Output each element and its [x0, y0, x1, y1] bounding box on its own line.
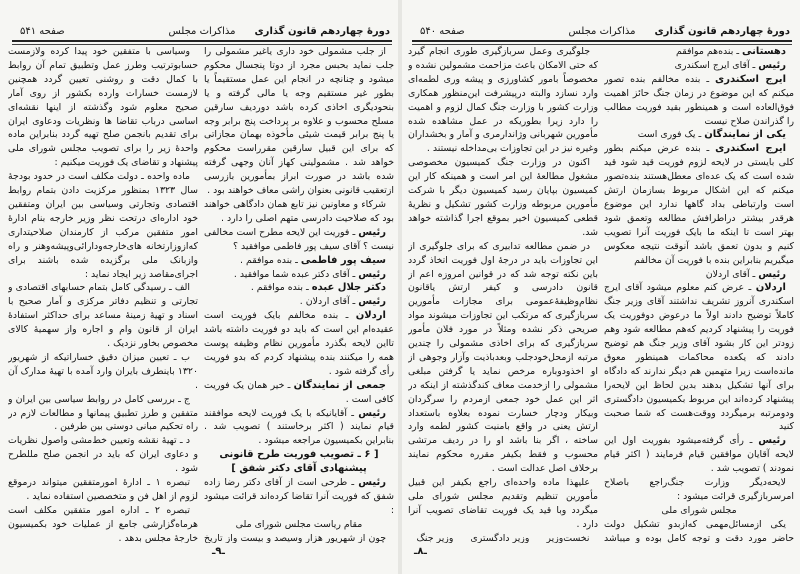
paragraph-text: ـ فوریت این لایحه مطرح است مخالفی نیست ؟ آقای سیف پور فاطمی موافقید ؟	[204, 226, 394, 252]
paragraph-text: جلوگیری وعمل سربازگیری طوری انجام گیرد که حتی الامکان باعث مزاحمت مشمولین نشده و مخصوصاً بامور کشاورزی و پیشه وری لطمه‌ای وارد نسازد والبته درپیشرفت این‌منظور همکاری وزارت کشور با وزارت جنگ کمال لزوم و اهمیت را دارد زیرا بطوریکه در عمل مشاهده شده مأمورین شهربانی وژاندارمری و آمار و بخشداران وغیره نیز در این تجاوزات بی‌مداخله نیستند .	[408, 46, 598, 155]
speaker-name: جمعی از نمایندگان	[293, 379, 386, 391]
paragraph-text: اکنون در وزارت جنگ کمیسیون مخصوصی مشغول مطالعهٔ این امر است و همینکه کار این کمیسیون بپایان رسید کمیسیون دیگر با شرکت مأمورین مربوطه وزارت کشور تشکیل و نظریهٔ قطعی کمیسیون اخیر بموقع اجرا گذاشته خواهد شد.	[408, 157, 598, 238]
addressee-line: مجلس شورای ملی	[661, 504, 737, 516]
column-left	[408, 45, 598, 543]
paragraph-text: ـ بنده‌هم موافقم	[675, 46, 743, 57]
paragraph-text: ـ بنده مخالفم بایک فوریت است عقیده‌ام این است که باید دو فوریت داشته باشد تااین لایحه بگذرد مأمورین نظام وظیفه پوست همه را میکنند بنده پیشنهاد کردم که بدو فوریت رأی گرفته شود .	[204, 310, 394, 377]
paragraph-text: ماده واحده ـ دولت مکلف است در حدود بودجهٔ سال ۱۳۲۳ بمنظور مرکزیت دادن بتمام روابط اقتصادی وتجارتی وسیاسی بین ایران ومتفقین خود اداره‌ای درتحت نظر وزیر خارجه بنام ادارهٔ امور متفقین مرکب از کارمندان صلاحیتداری که‌ازوزارتخانه های‌خارجه‌ودارائی‌وپیشه‌وهنر و راه وازبانک ملی برگزیده شده باشند برای اجرای‌مقاصد زیر ایجاد نماید :	[8, 171, 198, 280]
speaker-name: دهستانی	[742, 46, 786, 57]
speaker-name: رئیس	[358, 477, 386, 489]
signatory: نخست‌وزیر	[546, 532, 590, 543]
paragraph-text: د ـ تهیهٔ نقشه وتعیین خط‌مشی واصول نظریات و دعاوی ایران که باید در انجمن صلح مللطرح شود .	[8, 435, 198, 475]
paragraph-text: ـ بنده عرض میکنم بطور کلی بایستی در لایحه لزوم فوریت قید شود قید شده است که یک عده‌ای معطل‌هستند بنده‌تصور میکنم که این اشکال مربوط بسازمان ارتش است وارتباطی بداد گاهها ندارد این موضوع هرقدر بیشتر دراطرافش مطالعه وتعمق شود بهتر است تا اینکه ما بایک فوریت آنرا تصویب کنیم و بدون تعمق باشد آنوقت نتیجه معکوس میگیریم بنابراین بنده با فوریت آن مخالفم	[604, 143, 794, 266]
paragraph	[408, 240, 598, 476]
paragraph	[604, 518, 794, 543]
speaker-name: رئیس	[358, 268, 386, 280]
speaker-name: یکی از نمایندگان	[704, 129, 786, 141]
paragraph-text: ـ آقای ایرج اسکندری	[674, 59, 759, 71]
speaker-name: اردلان	[755, 282, 786, 294]
speaker-name: رئیس	[358, 296, 386, 308]
paragraph-text: یکی ازمسائل‌مهمی که‌ازبدو تشکیل دولت حاضر مورد دقت و توجه کامل بوده و میباشد	[604, 518, 794, 543]
paragraph	[204, 268, 394, 282]
paragraph-text: لایحه‌دیگر وزارت جنگ‌راجع باصلاح امرسربازگیری قرائت میشود :	[604, 477, 794, 502]
paragraph-text: ـ بنده موافقم .	[250, 282, 312, 294]
speaker-name: ایرج اسکندری	[715, 73, 786, 85]
paragraph	[604, 128, 794, 142]
paragraph	[408, 45, 598, 156]
paragraph	[204, 281, 394, 295]
paragraph-text: ـ آقای اردلان .	[299, 296, 359, 308]
paragraph	[8, 281, 198, 351]
page-number: صفحه ۵۴۱	[20, 26, 65, 37]
paragraph	[204, 379, 394, 407]
paragraph	[8, 504, 198, 543]
paragraph	[204, 226, 394, 254]
signatories	[408, 532, 598, 543]
paragraph	[204, 309, 394, 379]
paragraph	[204, 45, 394, 198]
paragraph-text: شرکاء و معاونین نیز تابع همان دادگاهی خواهند بود که صلاحیت دادرسی متهم اصلی را دارد .	[204, 198, 394, 224]
paragraph-text: الف ـ رسیدگی کامل بتمام حسابهای اقتصادی و تجارتی و تنظیم دفاتر مرکزی و آمار صحیح با اسناد و تهیهٔ زمینهٔ مساعد برای حداکثر استفادهٔ ایران از قانون وام و اجاره واز سهمیهٔ کالای مخصوص بخاور نزدیک .	[8, 282, 198, 350]
paragraph	[204, 254, 394, 268]
paragraph	[604, 45, 794, 59]
publication-title: مذاکرات مجلس	[568, 26, 636, 37]
speaker-name: رئیس	[758, 435, 786, 447]
paragraph-text: ـ آقای دکتر عبده شما موافقید .	[233, 268, 359, 280]
paragraph	[604, 476, 794, 504]
paragraph	[604, 142, 794, 267]
paragraph	[604, 73, 794, 129]
speaker-name: رئیس	[358, 407, 386, 419]
paragraph	[604, 59, 794, 73]
publication-title: مذاکرات مجلس	[168, 26, 236, 37]
page-footer-number: ـ۹ـ	[212, 546, 225, 557]
speaker-name: سیف پور فاطمی	[300, 254, 386, 266]
signatory: وزیر دادگستری	[470, 532, 530, 543]
paragraph-text: ـ بنده موافقم .	[240, 254, 301, 266]
paragraph-text: ـ آقای اردلان	[705, 268, 759, 280]
paragraph-text: در ضمن مطالعه تدابیری که برای جلوگیری از این تجاوزات باید در درجهٔ اول فوریت اتخاذ گردد باین نکته توجه شد که در قوانین امروزه اعم از قانون دادرسی و کیفر ارتش یاقانون نظام‌وظیفهٔ‌عمومی برای مجازات مأمورین سربازگیری که مرتکب این تجاوزات میشوند مواد صریحی ذکر نشده ومثلاً در مورد فلان مأمور سربازگیری که برای اخاذی مشمولی را چندین مرتبه ازمحل‌خودجلب وبعدباذیت وآزار وجوهی از او اخذودوباره مرخص نماید یا گرفتن مبلغی مشمولی را ازخدمت معاف کندگذشته از اینکه در اثر این عمل خود جمعی ازمردم را سرگردان وبیکار ودچار خسارت نموده بعلاوه باستعداد ارتش یعنی در واقع بامنیت کشور لطمه وارد ساخته ، اگر بنا باشد او را در ردیف مرتشی محسوب و فقط بکیفر مقرره محکوم نمایند برخلاف اصل عدالت است .	[408, 240, 598, 475]
paragraph-text: ـ بنده مخالفم بنده تصور میکنم که این موضوع در زمان جنگ حائز اهمیت فوق‌العاده است و همینطور بقید فوریت مطالب را گذراندن صلاح نیست	[604, 73, 794, 127]
paragraph	[204, 407, 394, 449]
paragraph	[204, 532, 394, 543]
page-header	[14, 26, 390, 40]
paragraph-text: ـ یک فوری است	[637, 129, 705, 141]
column-right	[204, 45, 394, 543]
addressee-line: مقام ریاست مجلس شورای ملی	[235, 518, 363, 530]
paragraph	[204, 476, 394, 518]
section-heading: [ ۶ ـ تصویب فوریت طرح قانونی	[219, 449, 379, 461]
speaker-name: اردلان	[355, 310, 386, 322]
paragraph-text: ـ خیر همان یک فوریت کافی است .	[204, 379, 394, 405]
speaker-name: رئیس	[758, 268, 786, 280]
speaker-name: دکتر جلال عبده	[311, 282, 386, 294]
paragraph	[8, 393, 198, 435]
column-right	[604, 45, 794, 543]
paragraph	[604, 268, 794, 282]
paragraph	[8, 476, 198, 504]
session-title: دورهٔ چهاردهم قانون گذاری	[654, 26, 790, 37]
page-header	[414, 26, 790, 40]
paragraph	[8, 170, 198, 281]
section-heading: پیشنهادی آقای دکتر شفق ]	[231, 463, 367, 475]
speaker-name: رئیس	[358, 226, 386, 238]
session-title: دورهٔ چهاردهم قانون گذاری	[254, 26, 390, 37]
paragraph-text: علیهذا ماده واحده‌ای راجع بکیفر این قبیل مأمورین تنظیم وتقدیم مجلس شورای ملی میگردد وبا قید یک فوریت تقاضای تصویب آنرا دارد .	[408, 477, 598, 530]
paragraph	[8, 45, 198, 170]
page-540	[400, 0, 800, 574]
paragraph-text: ج ـ بررسی کامل در روابط سیاسی بین ایران و متفقین و طرز تطبیق پیمانها و مطالعات لازم در راه تحکیم مبانی دوستی بین طرفین .	[8, 393, 198, 433]
page-footer-number: ـ۸ـ	[414, 546, 427, 557]
page-number: صفحه ۵۴۰	[420, 26, 465, 37]
paragraph-text: وسیاسی با متفقین خود پیدا کرده ولازمست حسابوترتیب وطرز عمل وتطبیق تمام آن روابط با کمال دقت و روشنی تعیین گردد همچنین لازمست خسارات وارده بکشور از روی آمار صحیح معلوم شود وگذشته از اینها نقشه‌ای اساسی درباب تقاضا ها ونظریات ودعاوی ایران برای تقدیم بانجمن صلح تهیه گردد بنابراین ماده واحدهٔ زیر را برای تصویب مجلس شورای ملی پیشنهاد و تقاضای یک فوریت میکنیم :	[8, 46, 198, 169]
signatory: وزیر جنگ	[416, 532, 454, 543]
speaker-name: رئیس	[758, 59, 786, 71]
paragraph	[8, 351, 198, 393]
paragraph-text: ب ـ تعیین میزان دقیق خساراتیکه از شهریور ۱۳۲۰ باینطرف بایران وارد آمده با تهیهٔ مدارک آن .	[8, 351, 198, 391]
column-left	[8, 45, 198, 543]
paragraph-text: ـ طرحی است از آقای دکتر رضا زاده شفق که فوریت آنرا تقاضا کرده‌اند قرائت میشود :	[204, 477, 394, 516]
paragraph	[408, 156, 598, 239]
paragraph	[604, 434, 794, 476]
paragraph-text: تبصره ۱ ـ ادارهٔ امورمتفقین میتواند درموقع لزوم از اهل فن و متخصصین استفاده نماید .	[8, 477, 198, 502]
paragraph-text: ـ عرض کنم معلوم میشود آقای ایرج اسکندری آنروز تشریف نداشتند آقای وزیر جنگ کاملاً توضیح دادند اولاً ما درعوض دوفوریت یک فوریت را پیشنهاد کردیم که‌هم مطالعه شود وهم زودتر این کار بشود آقای وزیر جنگ هم توضیح دادند که یکعده محاکمات همینطور معوق مانده‌است زیرا متهمین هم دیگر ندارند که دادگاه برای آنها تشکیل بدهند بدین لحاظ این لایحه‌را پیشنهاد کرده‌اند این مربوط بکمیسیون دادگستری ودومرتبه برمیگردد ووقت‌هست که شما صحبت کنید	[604, 282, 794, 433]
paragraph	[204, 295, 394, 309]
paragraph-text: چون از شهریور هزار وسیصد و بیست واز تاریخ	[204, 532, 386, 543]
paragraph-text: ـ آقایانیکه با یک فوریت لایحه موافقند قیام نمایند ( اکثر برخاستند ) تصویب شد . بنابراین بکمیسیون مراجعه میشود .	[204, 407, 394, 447]
paragraph	[604, 281, 794, 434]
speaker-name: ایرج اسکندری	[715, 143, 786, 155]
paragraph	[204, 198, 394, 226]
paragraph	[8, 434, 198, 476]
paragraph	[408, 476, 598, 532]
paragraph-text: تبصره ۲ ـ اداره امور متفقین مکلف است هرماه‌گزارشی جامع از عملیات خود بکمیسیون خارجهٔ مجلس بدهد .	[8, 504, 198, 543]
paragraph-text: از جلب مشمولی خود داری یاغیر مشمولی را جلب نماید بحبس مجرد از دوتا پنجسال محکوم میشود و چنانچه در انجام این عمل مستقیماً یا بطور غیر مستقیم وجه یا مالی گرفته و یا بنحودیگری اخاذی کرده باشد دوردیف سارقین مسلح محسوب و علاوه بر پرداخت پنج برابر وجه یا پنج برابر قیمت شیئی مأخوذه بهمان مجازاتی که برای این قبیل سارقین مقرراست محکوم خواهد شد . مشمولینی کهاز آنان وجهی گرفته شده باشد در صورت ابراز بمأمورین بازرسی ازتعقیب قانونی بعنوان راشی معاف خواهند بود .	[204, 46, 394, 197]
paragraph-text: ـ رأی گرفته‌میشود بفوریت اول این لایحه آقایان موافقین قیام فرمایند ( اکثر قیام نمودند ) تصویب شد .	[604, 435, 794, 475]
